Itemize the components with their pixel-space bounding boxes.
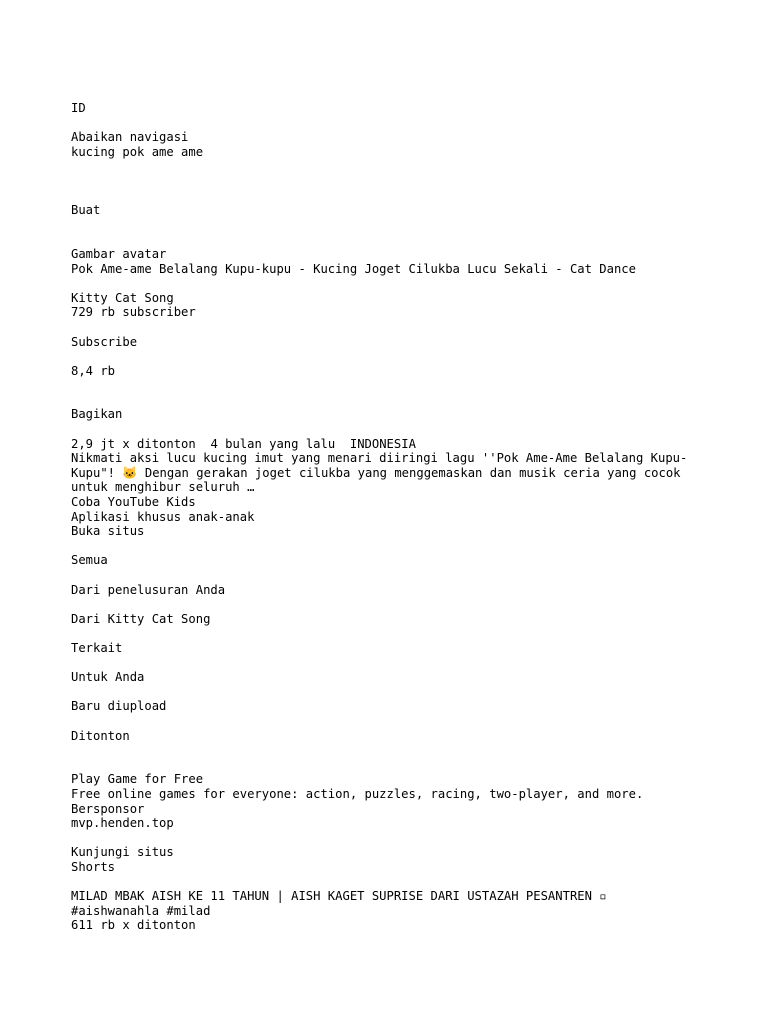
kids-open-site-button[interactable]: Buka situs: [71, 524, 145, 539]
search-input[interactable]: kucing pok ame ame: [71, 144, 204, 159]
channel-name-link[interactable]: Kitty Cat Song: [71, 290, 174, 305]
video-title: Pok Ame-ame Belalang Kupu-kupu - Kucing Joget Cilukba Lucu Sekali - Cat Dance: [71, 261, 636, 276]
ad-title[interactable]: Play Game for Free: [71, 772, 204, 787]
subscriber-count: 729 rb subscriber: [71, 305, 196, 320]
ad-domain: mvp.henden.top: [71, 816, 174, 831]
view-count: 2,9 jt x ditonton: [71, 436, 196, 451]
watch-page: [71, 101, 751, 933]
chip-from-your-search[interactable]: Dari penelusuran Anda: [71, 582, 226, 597]
share-button[interactable]: Bagikan: [71, 407, 123, 422]
video-meta: [71, 437, 751, 452]
upload-age: 4 bulan yang lalu: [210, 436, 336, 451]
kids-promo-title: Coba YouTube Kids: [71, 495, 196, 510]
chip-all[interactable]: Semua: [71, 553, 108, 568]
video-description[interactable]: Nikmati aksi lucu kucing imut yang menari diiringi lagu ''Pok Ame-Ame Belalang Kupu-Kupu"! 🐱 Dengan gerakan joget cilukba yang menggemaskan dan musik ceria yang cocok untuk menghibur seluruh …: [71, 451, 688, 495]
country-code: ID: [71, 101, 86, 115]
ad-description: Free online games for everyone: action, puzzles, racing, two-player, and more.: [71, 786, 644, 801]
chip-recently-uploaded[interactable]: Baru diupload: [71, 699, 167, 714]
chip-from-channel[interactable]: Dari Kitty Cat Song: [71, 611, 211, 626]
shorts-section-label: Shorts: [71, 859, 116, 874]
ad-visit-site-button[interactable]: Kunjungi situs: [71, 845, 174, 860]
skip-navigation-link[interactable]: Abaikan navigasi: [71, 130, 189, 145]
chip-for-you[interactable]: Untuk Anda: [71, 670, 145, 685]
chip-watched[interactable]: Ditonton: [71, 728, 130, 743]
hashtag-link[interactable]: INDONESIA: [349, 436, 416, 451]
subscribe-button[interactable]: Subscribe: [71, 334, 138, 349]
chip-related[interactable]: Terkait: [71, 640, 123, 655]
kids-promo-subtitle: Aplikasi khusus anak-anak: [71, 509, 255, 524]
like-button[interactable]: 8,4 rb: [71, 363, 116, 378]
create-button[interactable]: Buat: [71, 203, 101, 218]
avatar[interactable]: Gambar avatar: [71, 246, 167, 261]
sponsored-badge: Bersponsor: [71, 801, 145, 816]
short-title[interactable]: MILAD MBAK AISH KE 11 TAHUN | AISH KAGET SUPRISE DARI USTAZAH PESANTREN ▫ #aishwanahla #milad: [71, 889, 607, 918]
short-views: 611 rb x ditonton: [71, 918, 196, 933]
